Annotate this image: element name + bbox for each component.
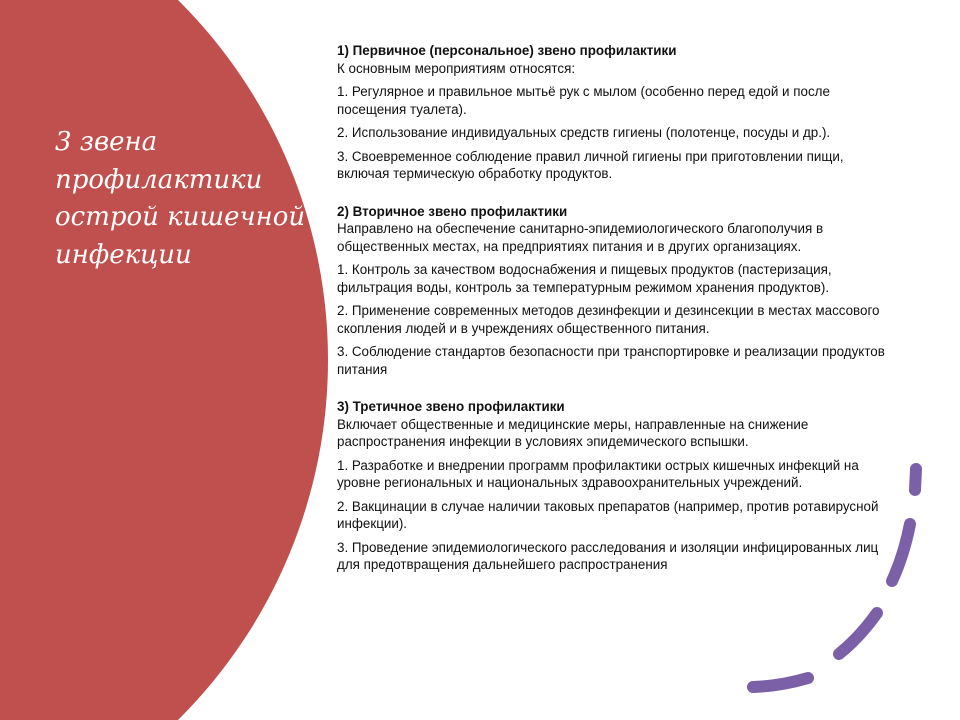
arc-dash-4 [753,678,808,687]
list-item: 3. Своевременное соблюдение правил личной гигиены при приготовлении пищи, включая термическую обработку продуктов. [337,148,844,181]
list-item: 1. Регулярное и правильное мытьё рук с мылом (особенно перед едой и после посещения туалета). [337,84,830,117]
section-secondary [337,203,897,379]
arc-dash-1 [915,469,916,490]
list-item: 3. Соблюдение стандартов безопасности при транспортировке и реализации продуктов питания [337,344,885,377]
section-primary [337,42,897,183]
section-heading: 3) Третичное звено профилактики [337,399,565,414]
list-item: 1. Разработке и внедрении программ профилактики острых кишечных инфекций на уровне региональных и национальных здравоохранительных учреждений. [337,457,859,490]
section-intro: Направлено на обеспечение санитарно-эпидемиологического благополучия в общественных местах, на предприятиях питания и в других организациях. [337,221,824,254]
title-line: профилактики [55,164,263,195]
section-heading: 2) Вторичное звено профилактики [337,203,568,219]
list-item: 2. Использование индивидуальных средств гигиены (полотенце, посуды и др.). [337,125,831,140]
list-item: 2. Вакцинации в случае наличии таковых препаратов (например, против ротавирусной инфекции). [337,498,879,531]
arc-dash-3 [839,613,877,654]
list-item: 1. Контроль за качеством водоснабжения и пищевых продуктов (пастеризация, фильтрация воды, контроль за температурным режимом хранения продуктов). [337,262,832,295]
list-item: 2. Применение современных методов дезинфекции и дезинсекции в местах массового скопления людей и в учреждениях общественного питания. [337,303,880,336]
title-line: 3 звена [55,127,158,157]
section-heading: 1) Первичное (персональное) звено профилактики [337,43,677,58]
section-intro: К основным мероприятиям относятся: [337,60,576,76]
content-body [337,42,897,574]
list-item: 3. Проведение эпидемиологического расследования и изоляции инфицированных лиц для предотвращения дальнейшего распространения [337,539,879,572]
section-tertiary [337,398,897,574]
slide-title [55,124,325,274]
section-intro: Включает общественные и медицинские меры, направленные на снижение распространения инфекции в условиях эпидемического вспышки. [337,416,809,449]
title-line: инфекции [55,239,192,270]
red-circle-panel [0,0,328,720]
title-line: острой кишечной [55,202,306,232]
